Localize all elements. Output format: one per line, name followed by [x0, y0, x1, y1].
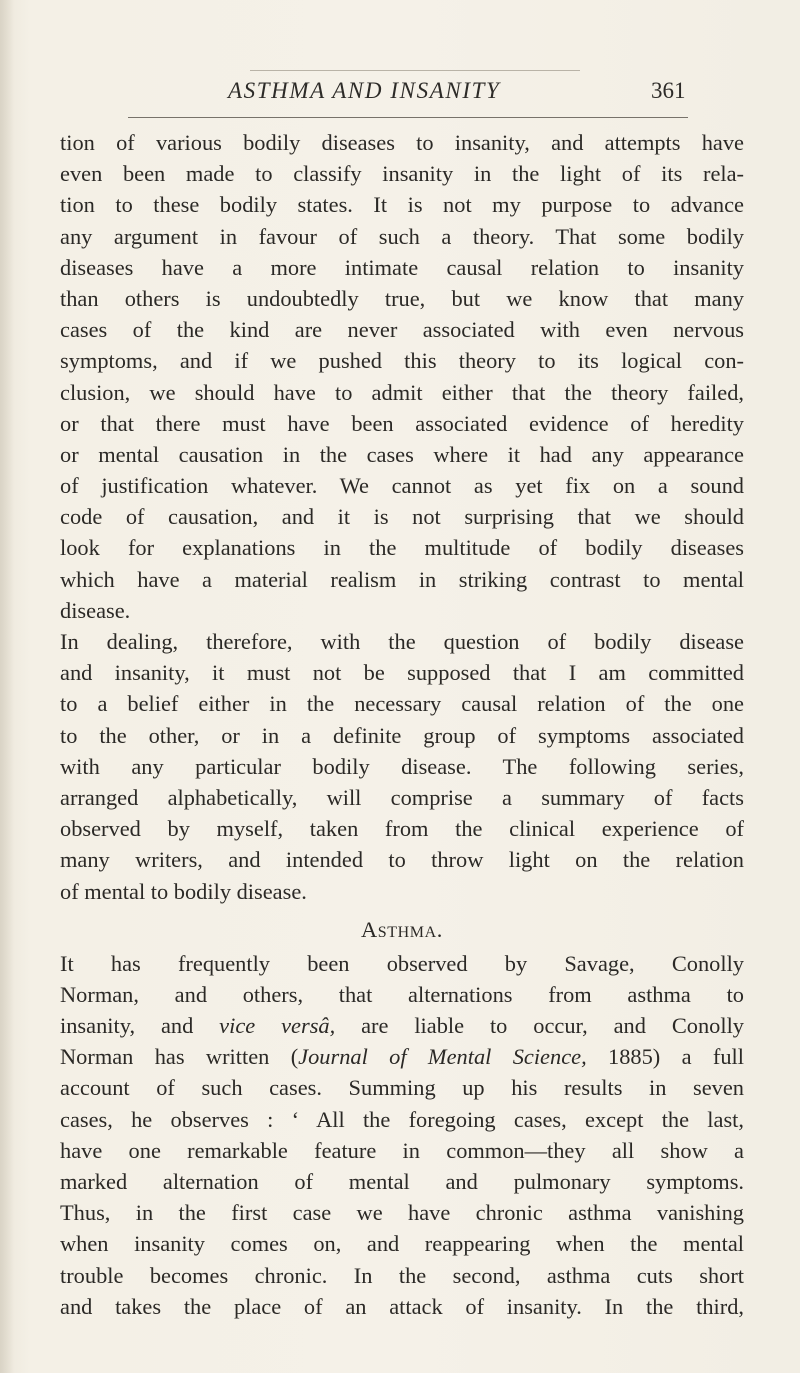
text-run: are liable to occur, and Conolly: [335, 1013, 744, 1039]
italic-phrase: vice versâ,: [219, 1013, 336, 1039]
text-line: and takes the place of an attack of insanity. In the third,: [60, 1293, 744, 1319]
journal-citation: Journal of Mental Science,: [298, 1044, 587, 1070]
text-line: of justification whatever. We cannot as yet fix on a sound: [60, 473, 744, 499]
text-line: any argument in favour of such a theory. That some bodily: [60, 223, 744, 249]
text-line: or mental causation in the cases where it had any appearance: [60, 441, 744, 467]
header-rule: [128, 117, 688, 118]
text-line: symptoms, and if we pushed this theory to its logical con-: [60, 348, 744, 374]
text-line: or that there must have been associated evidence of heredity: [60, 410, 744, 436]
text-line: many writers, and intended to throw light on the relation: [60, 847, 744, 873]
text-line: tion to these bodily states. It is not my purpose to advance: [60, 192, 744, 218]
text-line-mixed: [60, 1010, 744, 1041]
paragraph-2: [60, 626, 744, 907]
running-title: ASTHMA AND INSANITY: [228, 78, 501, 103]
text-line: disease.: [60, 597, 131, 623]
text-run: Norman has written (: [60, 1044, 299, 1070]
text-line: marked alternation of mental and pulmonary symptoms.: [60, 1169, 744, 1194]
text-run: 1885) a full: [586, 1044, 744, 1070]
text-line: tion of various bodily diseases to insanity, and attempts have: [60, 130, 744, 155]
text-line: look for explanations in the multitude of bodily diseases: [60, 535, 744, 561]
running-header: [0, 78, 800, 118]
text-line: Norman, and others, that alternations from asthma to: [60, 981, 744, 1007]
text-line: than others is undoubtedly true, but we know that many: [60, 285, 744, 311]
text-line: It has frequently been observed by Savage, Conolly: [60, 950, 744, 976]
text-line: Thus, in the first case we have chronic asthma vanishing: [60, 1200, 744, 1226]
text-run: insanity, and: [60, 1013, 220, 1039]
text-line: observed by myself, taken from the clinical experience of: [60, 816, 744, 842]
text-line: cases, he observes : ‘ All the foregoing cases, except the last,: [60, 1106, 744, 1132]
text-line: account of such cases. Summing up his results in seven: [60, 1075, 744, 1101]
text-line: when insanity comes on, and reappearing when the mental: [60, 1231, 744, 1257]
text-line: cases of the kind are never associated with even nervous: [60, 317, 744, 343]
text-line: and insanity, it must not be supposed that I am committed: [60, 660, 744, 686]
text-line-mixed: [60, 1041, 744, 1072]
text-line: to the other, or in a definite group of symptoms associated: [60, 722, 744, 748]
text-line: trouble becomes chronic. In the second, asthma cuts short: [60, 1262, 744, 1288]
text-line: to a belief either in the necessary causal relation of the one: [60, 691, 744, 717]
text-line: code of causation, and it is not surprising that we should: [60, 504, 744, 530]
text-line: which have a material realism in striking contrast to mental: [60, 566, 744, 592]
body-text: [60, 127, 744, 1322]
text-line: with any particular bodily disease. The following series,: [60, 753, 744, 779]
text-line: In dealing, therefore, with the question of bodily disease: [60, 629, 744, 654]
top-edge-rule: [250, 70, 580, 71]
text-line: have one remarkable feature in common—they all show a: [60, 1137, 744, 1163]
text-line: even been made to classify insanity in the light of its rela-: [60, 161, 744, 187]
text-line: of mental to bodily disease.: [60, 878, 307, 904]
spine-shadow: [0, 0, 14, 1373]
page-number: 361: [651, 78, 686, 103]
paragraph-3: [60, 948, 744, 1322]
section-heading: Asthma.: [361, 916, 443, 942]
text-line: diseases have a more intimate causal relation to insanity: [60, 254, 744, 280]
text-line: arranged alphabetically, will comprise a summary of facts: [60, 784, 744, 810]
text-line: clusion, we should have to admit either that the theory failed,: [60, 379, 744, 405]
paragraph-1: [60, 127, 744, 626]
